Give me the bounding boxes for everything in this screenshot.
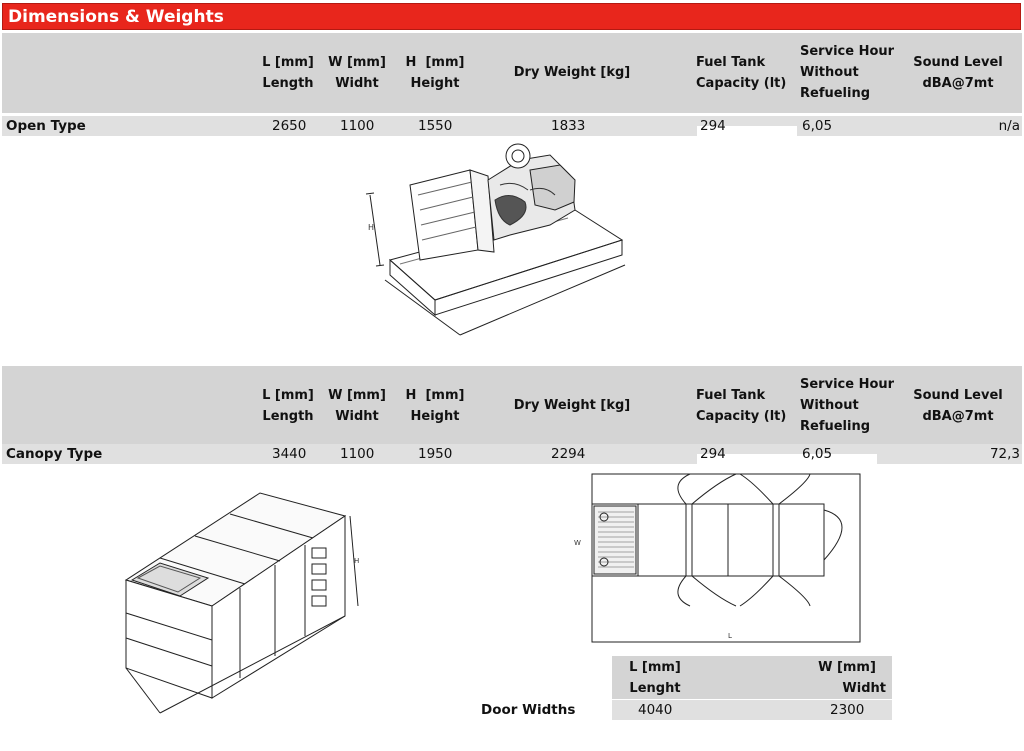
header-length-unit: L [mm] (262, 55, 314, 70)
header-width-label: Widht (335, 76, 379, 91)
svg-text:L: L (728, 632, 732, 640)
header-height (404, 52, 466, 94)
canopy-header-sound-level-line1: Sound Level (913, 388, 1003, 403)
canopy-type-top-view-drawing (568, 470, 868, 645)
canopy-header-width-unit: W [mm] (328, 388, 386, 403)
header-service-hour-line1: Service Hour (800, 44, 895, 59)
canopy-header-service-hour (800, 374, 895, 437)
open-length: 2650 (272, 118, 307, 134)
canopy-dry-weight: 2294 (551, 446, 586, 462)
canopy-header-service-hour-line3: Refueling (800, 419, 871, 434)
header-sound-level (912, 52, 1004, 94)
door-header-width-unit: W [mm] (818, 660, 876, 675)
svg-text:H: H (354, 557, 360, 565)
canopy-width: 1100 (340, 446, 375, 462)
canopy-type-label: Canopy Type (6, 446, 103, 462)
canopy-header-service-hour-line2: Without (800, 398, 859, 413)
header-fuel-tank (696, 52, 788, 94)
canopy-header-width (326, 385, 388, 427)
canopy-header-sound-level-line2: dBA@7mt (922, 409, 994, 424)
header-height-label: Height (410, 76, 460, 91)
canopy-header-fuel-tank (696, 385, 788, 427)
canopy-type-header (2, 366, 1022, 446)
canopy-header-service-hour-line1: Service Hour (800, 377, 895, 392)
header-width-unit: W [mm] (328, 55, 386, 70)
door-header-width-label: Widht (842, 681, 886, 696)
header-service-hour (800, 41, 895, 104)
header-sound-level-line2: dBA@7mt (922, 76, 994, 91)
svg-text:W: W (574, 539, 581, 547)
open-sound-level: n/a (998, 118, 1020, 134)
door-widths-header (612, 656, 892, 699)
header-service-hour-line3: Refueling (800, 86, 871, 101)
canopy-type-row (2, 444, 1022, 464)
open-fuel-tank: 294 (700, 118, 726, 134)
row-shade (2, 116, 1022, 136)
open-dry-weight: 1833 (551, 118, 586, 134)
door-length-value: 4040 (638, 702, 673, 718)
open-height: 1550 (418, 118, 453, 134)
door-header-width (808, 657, 886, 699)
door-header-length (620, 657, 690, 699)
svg-text:H: H (368, 223, 375, 232)
canopy-length: 3440 (272, 446, 307, 462)
open-type-row (2, 116, 1022, 136)
header-sound-level-line1: Sound Level (913, 55, 1003, 70)
canopy-fuel-tank: 294 (700, 446, 726, 462)
door-header-length-unit: L [mm] (629, 660, 681, 675)
section-title: Dimensions & Weights (8, 7, 224, 27)
section-title-bar (2, 3, 1021, 30)
open-service-hour: 6,05 (802, 118, 833, 134)
header-service-hour-line2: Without (800, 65, 859, 80)
canopy-header-fuel-tank-line2: Capacity (lt) (696, 409, 787, 424)
open-type-generator-drawing (360, 140, 630, 345)
canopy-sound-level: 72,3 (989, 446, 1020, 462)
canopy-type-isometric-drawing (120, 488, 370, 723)
header-height-unit: H [mm] (405, 55, 465, 70)
open-type-label: Open Type (6, 118, 86, 134)
open-type-header (2, 33, 1022, 113)
canopy-header-length (260, 385, 316, 427)
header-fuel-tank-line1: Fuel Tank (696, 55, 766, 70)
canopy-service-hour: 6,05 (802, 446, 833, 462)
header-length-label: Length (262, 76, 314, 91)
canopy-header-height-label: Height (410, 409, 460, 424)
canopy-header-length-label: Length (262, 409, 314, 424)
canopy-height: 1950 (418, 446, 453, 462)
open-width: 1100 (340, 118, 375, 134)
header-dry-weight: Dry Weight [kg] (513, 65, 631, 80)
canopy-header-dry-weight: Dry Weight [kg] (513, 398, 631, 413)
door-header-length-label: Lenght (629, 681, 681, 696)
door-width-value: 2300 (830, 702, 865, 718)
header-fuel-tank-line2: Capacity (lt) (696, 76, 787, 91)
door-widths-label: Door Widths (481, 702, 576, 718)
canopy-header-height (404, 385, 466, 427)
canopy-header-width-label: Widht (335, 409, 379, 424)
canopy-header-height-unit: H [mm] (405, 388, 465, 403)
header-width (326, 52, 388, 94)
canopy-header-sound-level (912, 385, 1004, 427)
door-widths-row (612, 700, 892, 720)
header-length (260, 52, 316, 94)
canopy-header-fuel-tank-line1: Fuel Tank (696, 388, 766, 403)
canopy-header-length-unit: L [mm] (262, 388, 314, 403)
